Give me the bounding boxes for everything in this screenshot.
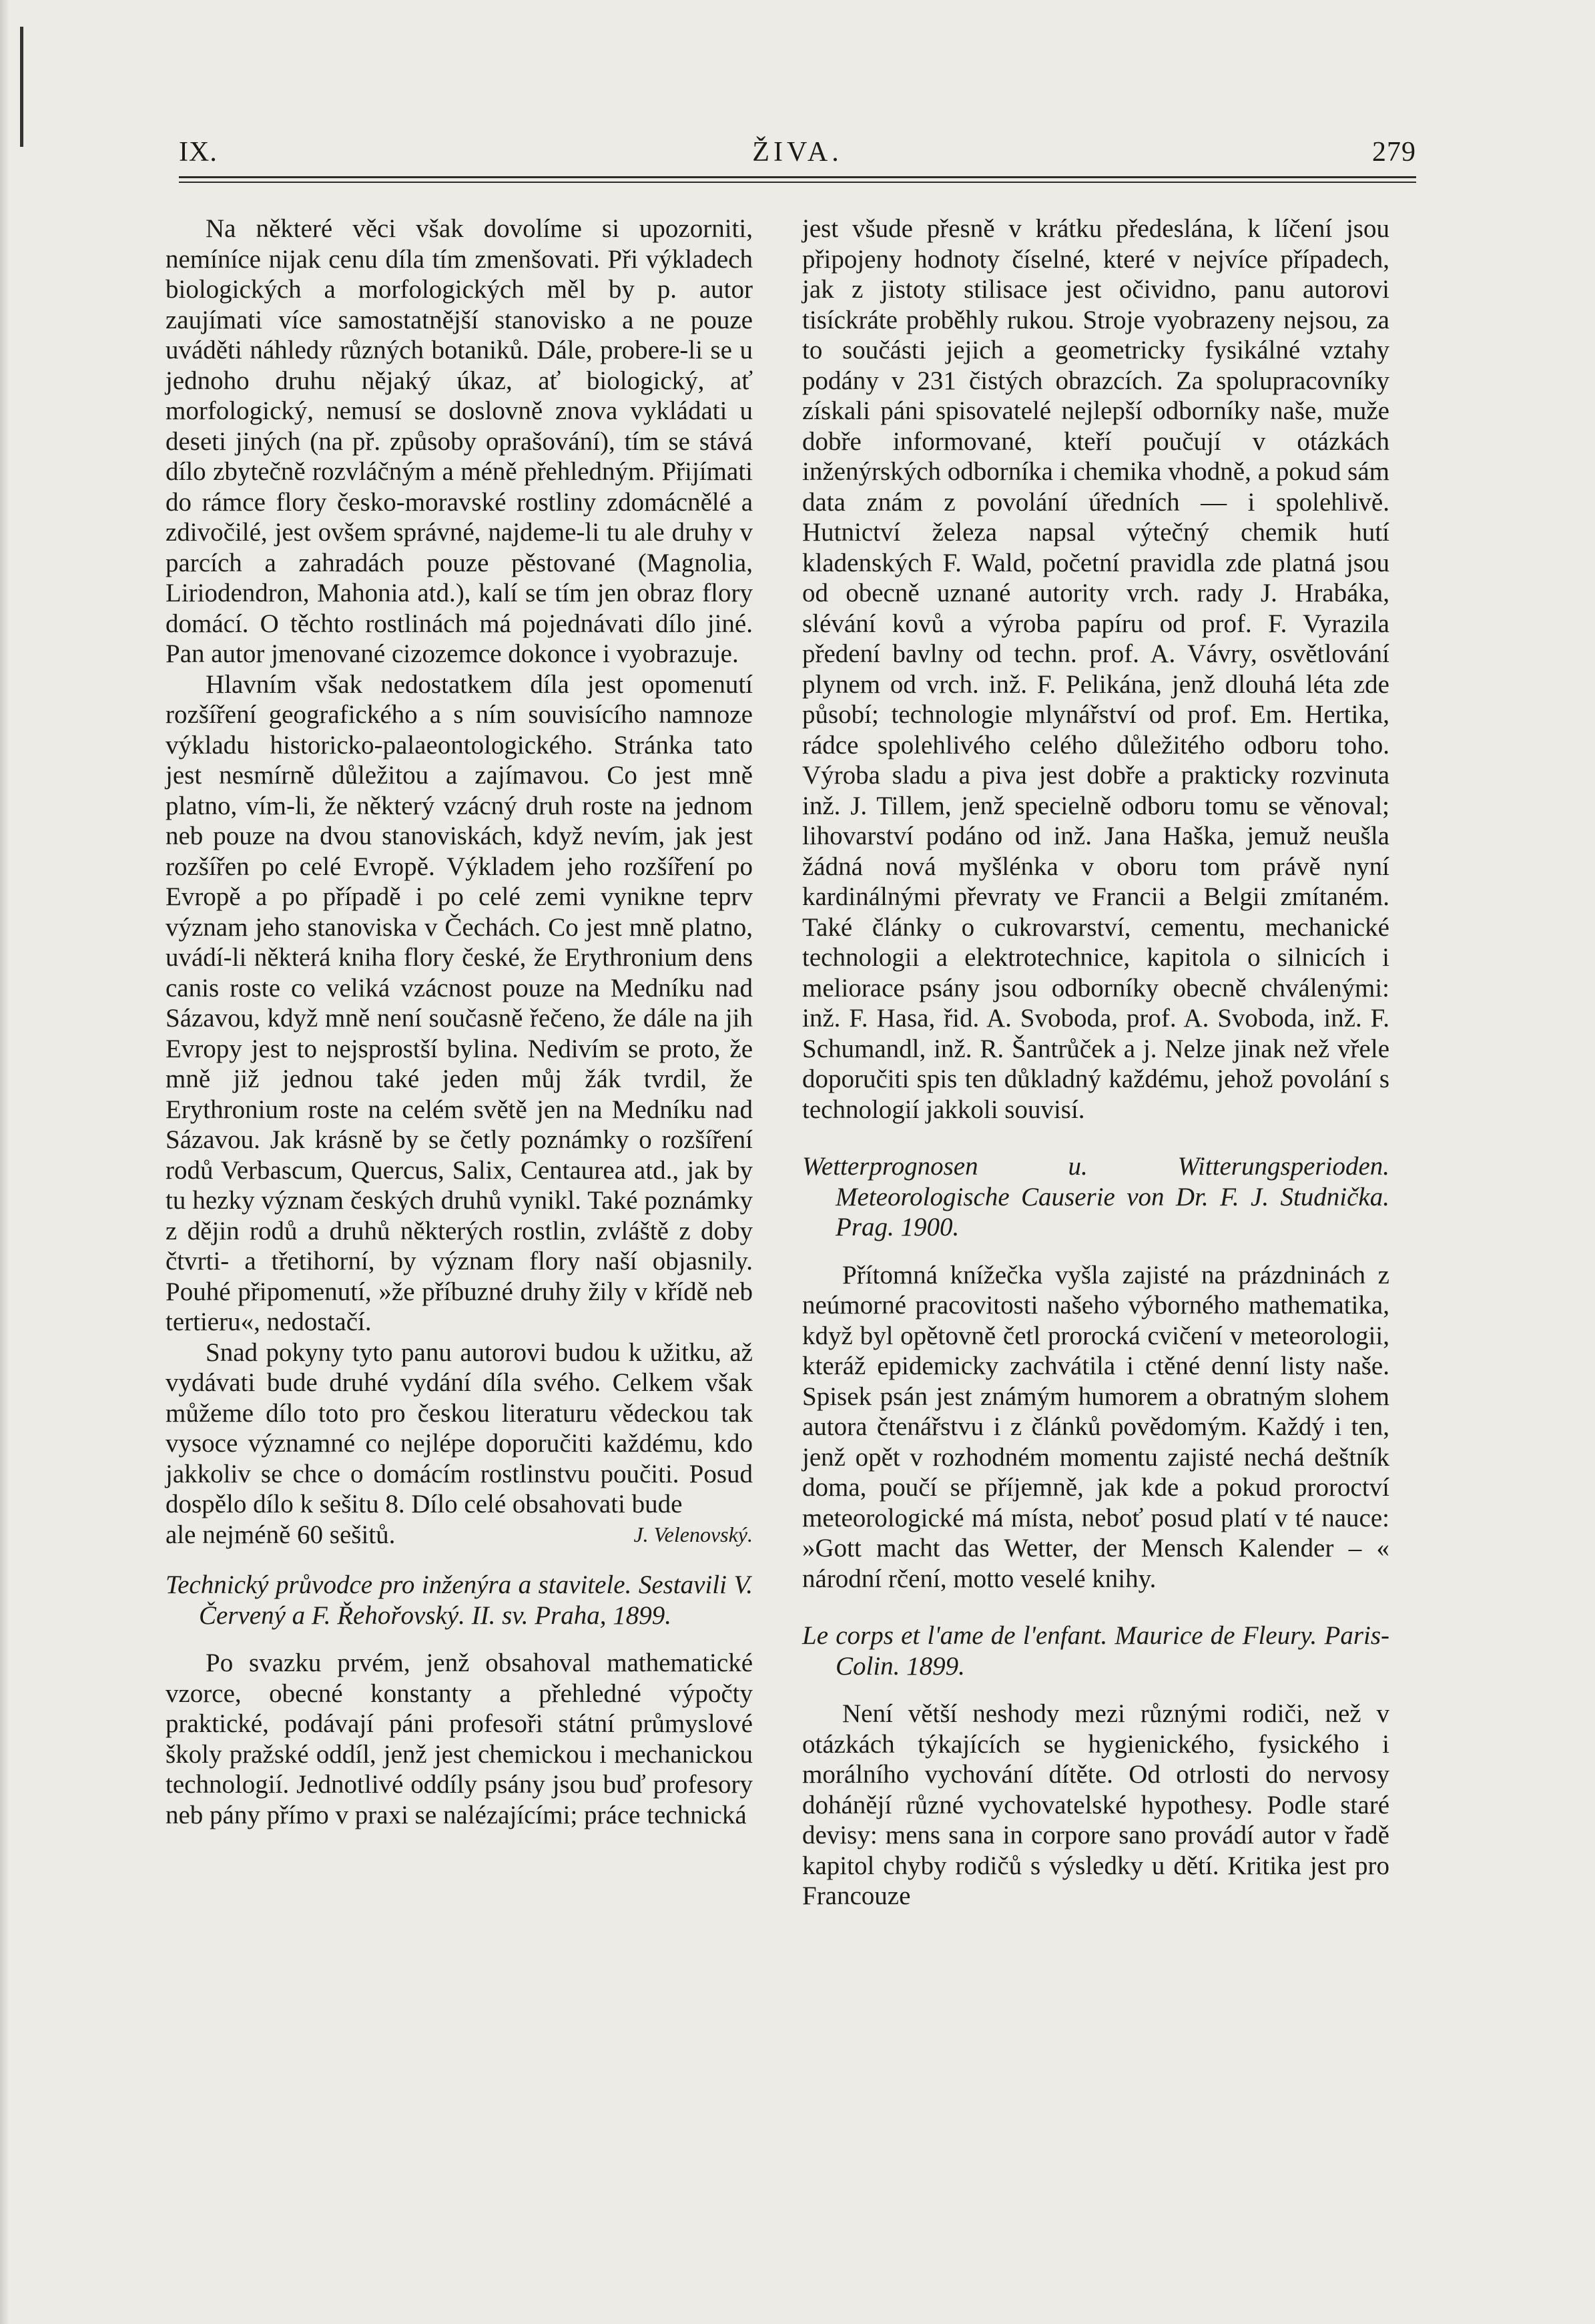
scan-edge [0,0,9,2324]
review-paragraph: Na některé věci však dovolíme si upozorniti, nemíníce nijak cenu díla tím zmenšovati. Při výkladech biologických a morfologických měl by p. autor zaujímati více samostatnější stanovisko a ne pouze uváděti náhledy různých botaniků. Dále, probere-li se u jednoho druhu nějaký úkaz, ať biologický, ať morfologický, nemusí se doslovně znova vykládati u deseti jiných (na př. způsoby oprašování), tím se stává dílo zbytečně rozvláčným a méně přehledným. Přijímati do rámce flory česko-moravské rostliny zdomácnělé a zdivočilé, jest ovšem správné, najdeme-li tu ale druhy v parcích a zahradách pouze pěstované (Magnolia, Liriodendron, Mahonia atd.), kalí se tím jen obraz flory domácí. O těchto rostlinách má pojednávati dílo jiné. Pan autor jmenované cizozemce dokonce i vyobrazuje. [166,214,753,668]
binding-mark [20,27,23,147]
book-citation: Le corps et l'ame de l'enfant. Maurice de Fleury. Paris-Colin. 1899. [802,1621,1389,1681]
review-paragraph: Není větší neshody mezi různými rodiči, než v otázkách týkajících se hygienického, fysického i morálního vychování dítěte. Od otrlosti do nervosy dohánějí různé vychovatelské hypothesy. Podle staré devisy: mens sana in corpore sano provádí autor v řadě kapitol chyby rodičů s výsledky u dětí. Kritika jest pro Francouze [802,1699,1389,1910]
reviewer-signature: J. Velenovský. [633,1522,753,1546]
book-citation: Wetterprognosen u. Witterungsperioden. Meteorologische Causerie von Dr. F. J. Studnička. Prag. 1900. [802,1152,1389,1241]
review-paragraph: jest všude přesně v krátku předeslána, k líčení jsou připojeny hodnoty číselné, které v nejvíce případech, jak z jistoty stilisace jest očividno, panu autorovi tisíckráte proběhly rukou. Stroje vyobrazeny nejsou, za to součásti jejich a geometricky fysikálné vztahy podány v 231 čistých obrazcích. Za spolupracovníky získali páni spisovatelé nejlepší odborníky naše, muže dobře informované, kteří poučují v otázkách inženýrských odborníka i chemika vhodně, a pokud sám data znám z povolání úředních — i spolehlivě. Hutnictví železa napsal výtečný chemik hutí kladenských F. Wald, početní pravidla zde platná jsou od obecně uznané autority vrch. rady J. Hrabáka, slévání kovů a výroba papíru od prof. F. Vyrazila předení bavlny od techn. prof. A. Vávry, osvětlování plynem od vrch. inž. F. Pelikána, jenž dlouhá léta zde působí; technologie mlynářství od prof. Em. Hertika, rádce spolehlivého celého důležitého odboru toho. Výroba sladu a piva jest dobře a prakticky rozvinuta inž. J. Tillem, jenž specielně odboru tomu se věnoval; lihovarství podáno od inž. Jana Haška, jemuž neušla žádná nová myšlénka v oboru tom právě nyní kardinálnými převraty ve Francii a Belgii zmítaném. Také články o cukrovarství, cementu, mechanické technologii a elektrotechnice, kapitola o silnicích i meliorace psány jsou odborníky obecně chválenými: inž. F. Hasa, řid. A. Svoboda, prof. A. Svoboda, inž. F. Schumandl, inž. R. Šantrůček a j. Nelze jinak než vřele doporučiti spis ten důkladný každému, jehož povolání s technologií jakkoli souvisí. [802,214,1389,1124]
header-rule [179,176,1416,178]
header-rule-double [179,182,1416,183]
running-header [179,124,1416,171]
review-paragraph: Přítomná knížečka vyšla zajisté na prázdninách z neúmorné pracovitosti našeho výborného mathematika, když byl opětovně četl prorocká cvičení v meteorologii, kteráž epidemicky zachvátila i ctěné denní listy naše. Spisek psán jest známým humorem a obratným slohem autora čtenářstvu i z článků povědomým. Každý i ten, jenž opět v rozhodném momentu zajisté nechá deštník doma, poučí se příjemně, jak kde a pokud proroctví meteorologické má místa, neboť posud platí v té nauce: »Gott macht das Wetter, der Mensch Kalender – « národní rčení, motto veselé knihy. [802,1260,1389,1593]
journal-title: ŽIVA. [752,137,843,168]
closing-line [166,1520,753,1550]
review-paragraph: Snad pokyny tyto panu autorovi budou k užitku, až vydávati bude druhé vydání díla svého. Celkem však můžeme dílo toto pro českou literaturu vědeckou tak vysoce významné co nejlépe doporučiti každému, kdo jakkoliv se chce o domácím rostlinstvu poučiti. Posud dospělo dílo k sešitu 8. Dílo celé obsahovati bude [166,1338,753,1518]
volume-number: IX. [179,137,218,168]
closing-text: ale nejméně 60 sešitů. [166,1520,396,1549]
review-paragraph: Hlavním však nedostatkem díla jest opomenutí rozšíření geografického a s ním souvisícího namnoze výkladu historicko-palaeontologického. Stránka tato jest nesmírně důležitou a zajímavou. Co jest mně platno, vím-li, že některý vzácný druh roste na jednom neb pouze na dvou stanoviskách, když nevím, jak jest rozšířen po celé Evropě. Výkladem jeho rozšíření po Evropě a po případě i po celé zemi vynikne teprv význam jeho stanoviska v Čechách. Co jest mně platno, uvádí-li některá kniha flory české, že Erythronium dens canis roste co veliká vzácnost pouze na Medníku nad Sázavou, když mně není současně řečeno, že dále na jih Evropy jest to nejsprostší bylina. Nedivím se proto, že mně již jednou také jeden můj žák tvrdil, že Erythronium roste na celém světě jen na Medníku nad Sázavou. Jak krásně by se četly poznámky o rozšíření rodů Verbascum, Quercus, Salix, Centaurea atd., jak by tu hezky význam českých druhů vynikl. Také poznámky z dějin rodů a druhů některých rostlin, zvláště z doby čtvrti- a třetihorní, by význam flory naší objasnily. Pouhé připomenutí, »že příbuzné druhy žily v křídě neb tertieru«, nedostačí. [166,669,753,1336]
left-column [166,214,753,2082]
review-paragraph: Po svazku prvém, jenž obsahoval mathematické vzorce, obecné konstanty a přehledné výpočty praktické, podávají páni profesoři státní průmyslové školy pražské oddíl, jenž jest chemickou i mechanickou technologií. Jednotlivé oddíly psány jsou buď profesory neb pány přímo v praxi se nalézajícími; práce technická [166,1649,753,1829]
page-number: 279 [1372,137,1416,168]
book-citation: Technický průvodce pro inženýra a stavitele. Sestavili V. Červený a F. Řehořovský. II. sv. Praha, 1899. [166,1570,753,1630]
right-column [802,214,1389,2082]
